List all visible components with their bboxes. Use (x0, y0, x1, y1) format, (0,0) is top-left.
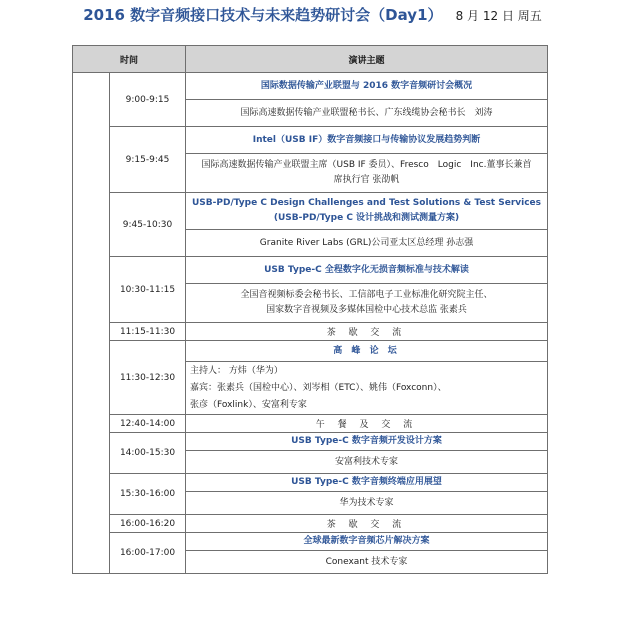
topic-column-header: 演讲主题 (186, 46, 548, 73)
agenda-row (73, 474, 548, 492)
session-speaker (186, 284, 548, 323)
session-time: 16:00-17:00 (110, 533, 186, 574)
agenda-row (73, 323, 548, 341)
session-topic (186, 193, 548, 230)
break-label: 午 餐 及 交 流 (186, 415, 548, 433)
session-speaker (186, 154, 548, 193)
session-speaker: 安富利技术专家 (186, 451, 548, 474)
forum-participants (186, 362, 548, 415)
speaker-line: 席执行官 张劭帆 (333, 175, 400, 185)
session-topic: USB Type-C 数字音频终端应用展望 (186, 474, 548, 492)
topic-line: USB-PD/Type C Design Challenges and Test Solutions & Test Services (192, 198, 542, 208)
session-speaker: Granite River Labs (GRL)公司亚太区总经理 孙志强 (186, 230, 548, 257)
agenda-row (73, 415, 548, 433)
session-time: 10:30-11:15 (110, 257, 186, 323)
time-column-header: 时间 (73, 46, 186, 73)
agenda-row (73, 193, 548, 230)
session-topic: 高 峰 论 坛 (186, 341, 548, 362)
left-gutter-cell (73, 73, 110, 574)
agenda-row (73, 341, 548, 362)
session-time: 11:15-11:30 (110, 323, 186, 341)
agenda-row (73, 515, 548, 533)
session-time: 14:00-15:30 (110, 433, 186, 474)
page-title (0, 4, 625, 25)
forum-host: 主持人： 方炜（华为） (190, 365, 283, 376)
speaker-line: 国家数字音视频及多媒体国检中心技术总监 张素兵 (266, 305, 467, 315)
speaker-line: 国际高速数据传输产业联盟主席（USB IF 委员）、Fresco Logic Inc.董事长兼首 (201, 160, 532, 170)
agenda-header-row (73, 46, 548, 73)
session-speaker: Conexant 技术专家 (186, 551, 548, 574)
session-topic: 全球最新数字音频芯片解决方案 (186, 533, 548, 551)
session-time: 16:00-16:20 (110, 515, 186, 533)
agenda-table (72, 45, 548, 574)
break-label: 茶 歇 交 流 (186, 323, 548, 341)
session-time: 9:45-10:30 (110, 193, 186, 257)
session-speaker: 华为技术专家 (186, 492, 548, 515)
session-topic: 国际数据传输产业联盟与 2016 数字音频研讨会概况 (186, 73, 548, 100)
session-time: 9:15-9:45 (110, 127, 186, 193)
agenda-row (73, 127, 548, 154)
session-topic: Intel（USB IF）数字音频接口与传输协议发展趋势判断 (186, 127, 548, 154)
agenda-row (73, 433, 548, 451)
page-title-main: 2016 数字音频接口技术与未来趋势研讨会（Day1） (83, 6, 443, 24)
session-time: 11:30-12:30 (110, 341, 186, 415)
agenda-row (73, 73, 548, 100)
speaker-line: 全国音视频标委会秘书长、工信部电子工业标准化研究院主任、 (240, 290, 493, 300)
topic-line: (USB-PD/Type C 设计挑战和测试测量方案) (273, 213, 460, 223)
session-topic: USB Type-C 全程数字化无损音频标准与技术解读 (186, 257, 548, 284)
page-title-date: 8 月 12 日 周五 (455, 9, 542, 23)
session-time: 12:40-14:00 (110, 415, 186, 433)
session-speaker: 国际高速数据传输产业联盟秘书长、广东线缆协会秘书长 刘涛 (186, 100, 548, 127)
session-time: 15:30-16:00 (110, 474, 186, 515)
forum-guests: 张彦（Foxlink）、安富利专家 (190, 399, 307, 410)
agenda-row (73, 533, 548, 551)
session-time: 9:00-9:15 (110, 73, 186, 127)
session-topic: USB Type-C 数字音频开发设计方案 (186, 433, 548, 451)
agenda-row (73, 257, 548, 284)
forum-guests: 嘉宾：张素兵（国检中心）、刘岑相（ETC）、姚伟（Foxconn）、 (190, 382, 447, 393)
break-label: 茶 歇 交 流 (186, 515, 548, 533)
